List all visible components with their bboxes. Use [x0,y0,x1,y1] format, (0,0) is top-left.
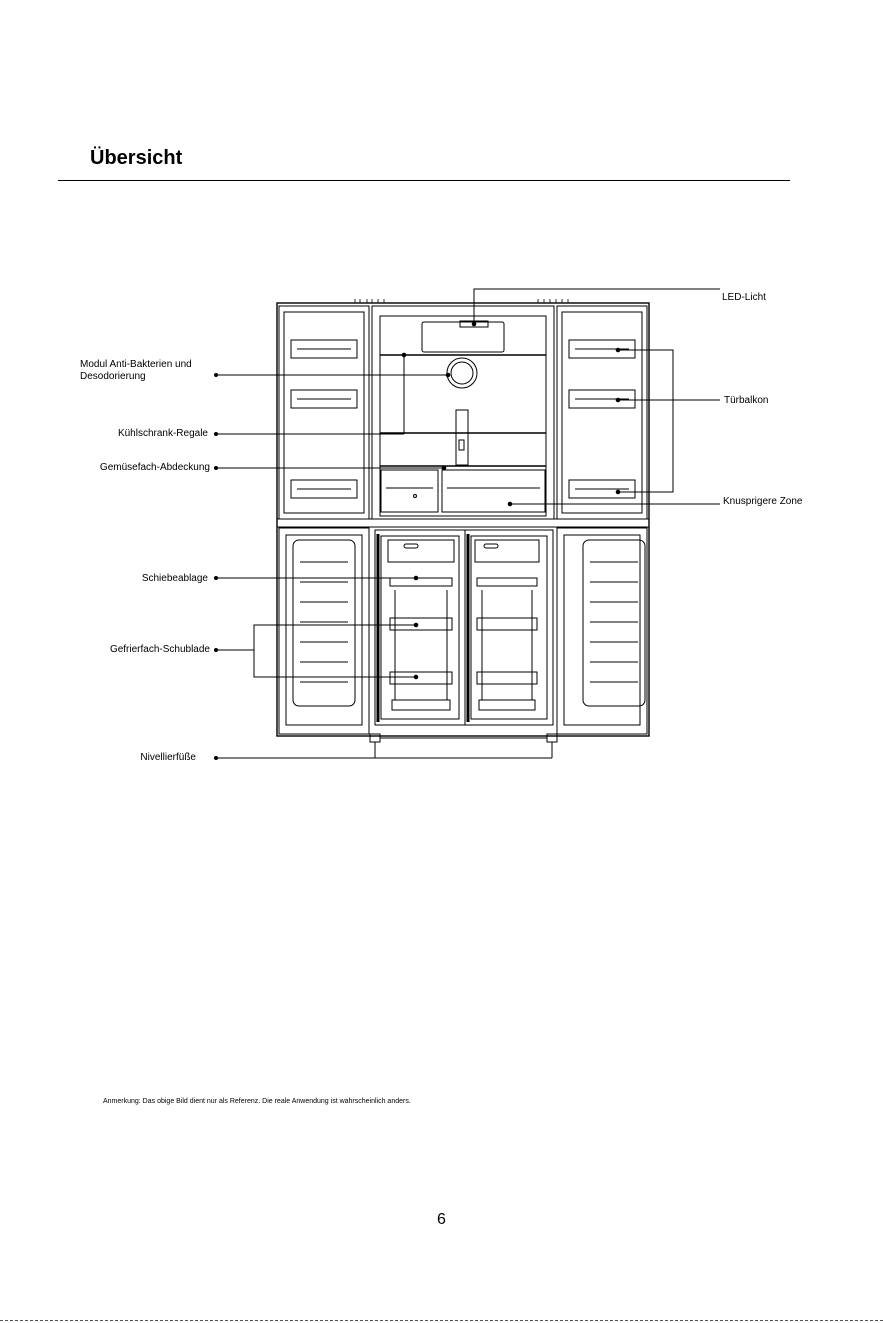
left-upper-door [279,306,369,519]
label-tuerbalkon: Türbalkon [724,395,769,406]
page-title: Übersicht [90,147,183,169]
freezer-compartment-left [375,530,465,725]
label-modul-line1: Modul Anti-Bakterien und [80,359,192,370]
label-modul-line2: Desodorierung [80,371,146,382]
label-led: LED-Licht [722,292,766,303]
freezer-compartment-right [465,530,553,725]
label-nivellier: Nivellierfüße [140,752,196,763]
reference-note: Anmerkung: Das obige Bild dient nur als Referenz. Die reale Anwendung ist wahrscheinlich anders. [103,1098,411,1105]
leveling-feet [370,734,557,742]
left-lower-door [279,528,369,734]
bottom-divider [0,1320,883,1321]
right-upper-door [557,306,647,519]
label-knusprig: Knusprigere Zone [723,496,803,507]
right-lower-door [557,528,647,734]
label-regale: Kühlschrank-Regale [117,428,208,439]
label-schiebe: Schiebeablage [141,573,208,584]
label-gemuese: Gemüsefach-Abdeckung [99,462,210,473]
fridge-compartment [372,306,554,519]
label-gefrier: Gefrierfach-Schublade [109,644,210,655]
page-number: 6 [437,1211,446,1228]
